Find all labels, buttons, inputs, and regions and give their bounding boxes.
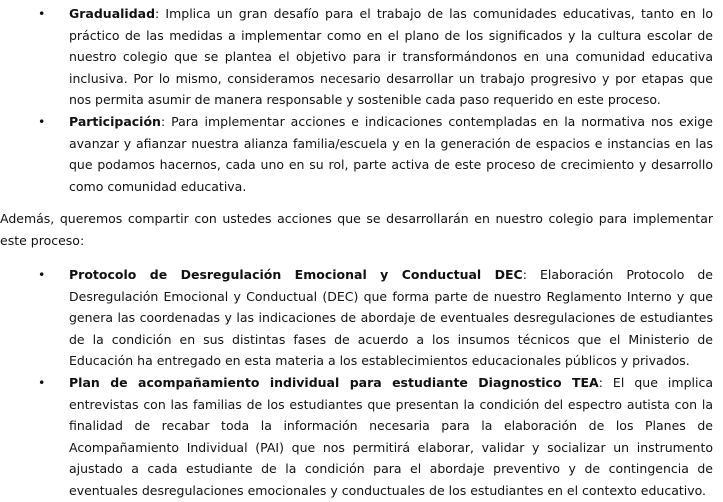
item-term: Participación	[69, 113, 161, 129]
item-text: : El que implica entrevistas con las familias de los estudiantes que presentan la condición del espectro autista con la finalidad de recabar toda la información necesaria para la elaboración de los Planes de Acompañamiento Individual (PAI) que nos permitirá elaborar, validar y socializar un instrumento ajustado a cada estudiante de la condición para el abordaje preventivo y de contingencia de eventuales desregulaciones emocionales y conductuales de los estudiantes en el contexto educativo.	[69, 374, 713, 498]
item-text: : Para implementar acciones e indicaciones contempladas en la normativa nos exige avanzar y afianzar nuestra alianza familia/escuela y en la generación de espacios e instancias en las que podamos hacernos, cada uno en su rol, parte activa de este proceso de crecimiento y desarrollo como comunidad educativa.	[69, 113, 713, 194]
item-term: Plan de acompañamiento individual para estudiante Diagnostico TEA	[69, 374, 599, 390]
bullet-icon: •	[38, 113, 46, 129]
list-item-participacion	[0, 111, 723, 197]
principles-list	[0, 3, 723, 197]
actions-list	[0, 264, 723, 502]
list-item-plan-acompanamiento	[0, 372, 723, 502]
bullet-icon: •	[38, 6, 46, 21]
item-text: : Elaboración Protocolo de Desregulación Emocional y Conductual (DEC) que forma parte de nuestro Reglamento Interno y que genera las coordenadas y las indicaciones de abordaje de eventuales desregulaciones de estudiantes de la condición en sus distintas fases de acuerdo a los insumos técnicos que el Ministerio de Educación ha entregado en esta materia a los establecimientos educacionales públicos y privados.	[69, 267, 713, 369]
item-term: Gradualidad	[69, 6, 156, 21]
bullet-icon: •	[38, 267, 46, 282]
list-item-protocolo-dec	[0, 264, 723, 372]
bullet-icon: •	[38, 374, 46, 390]
item-term: Protocolo de Desregulación Emocional y Conductual DEC	[69, 267, 523, 282]
item-text: : Implica un gran desafío para el trabajo de las comunidades educativas, tanto en lo práctico de las medidas a implementar como en el plano de los significados y la cultura escolar de nuestro colegio que se plantea el objetivo para ir transformándonos en una comunidad educativa inclusiva. Por lo mismo, consideramos necesario desarrollar un trabajo progresivo y por etapas que nos permita asumir de manera responsable y sostenible cada paso requerido en este proceso.	[69, 6, 713, 108]
list-item-gradualidad	[0, 3, 723, 111]
intro-paragraph: Además, queremos compartir con ustedes acciones que se desarrollarán en nuestro colegio para implementar este proceso:	[0, 211, 713, 248]
